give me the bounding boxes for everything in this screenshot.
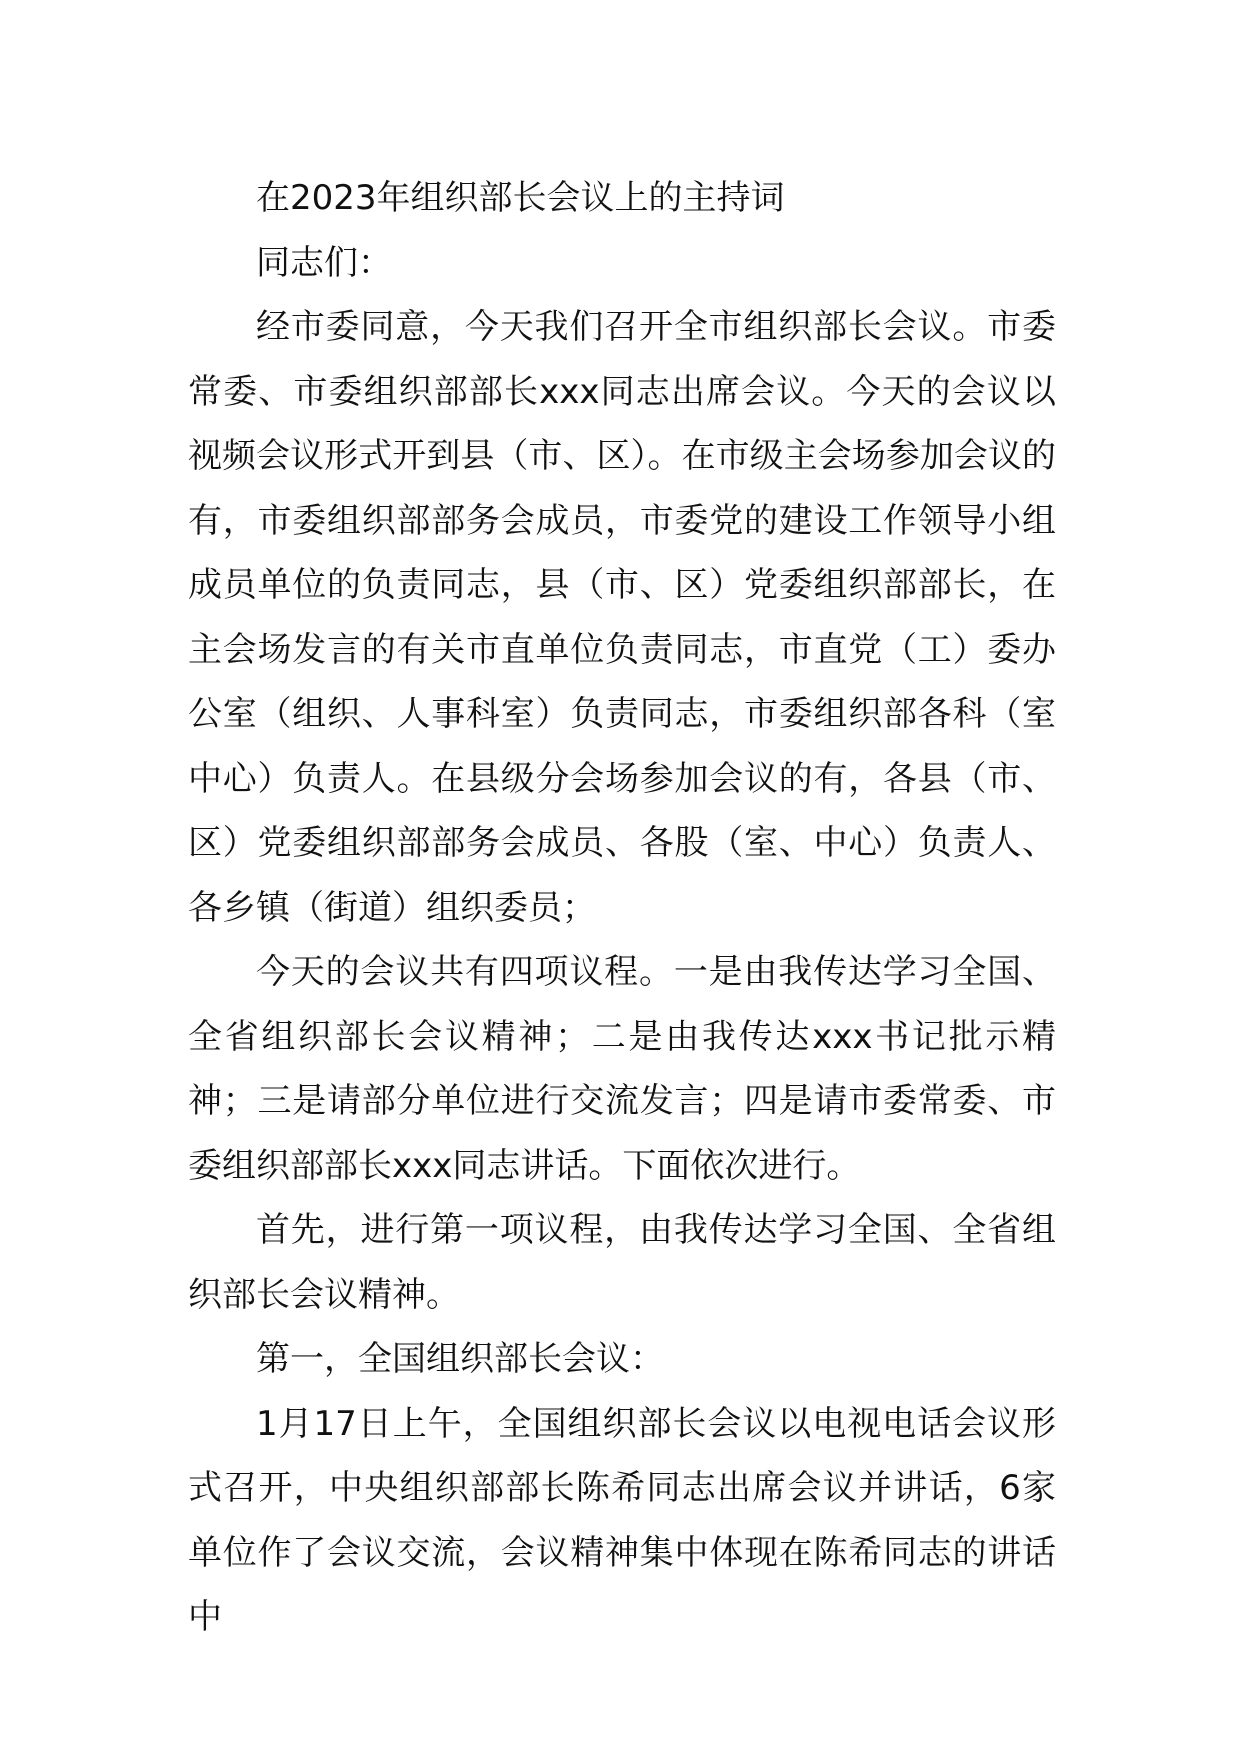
paragraph-national-heading: 第一，全国组织部长会议： (256, 1339, 664, 1379)
paragraph-national-meeting: 1月17日上午，全国组织部长会议以电视电话会议形式召开，中央组织部部长陈希同志出席会议并讲话，6家单位作了会议交流，会议精神集中体现在陈希同志的讲话中 (188, 1403, 1056, 1637)
paragraph-agenda: 今天的会议共有四项议程。一是由我传达学习全国、全省组织部长会议精神；二是由我传达xxx书记批示精神；三是请部分单位进行交流发言；四是请市委常委、市委组织部部长xxx同志讲话。下面依次进行。 (188, 952, 1056, 1186)
salutation: 同志们： (256, 242, 392, 283)
document-title: 在2023年组织部长会议上的主持词 (256, 178, 785, 218)
paragraph-attendees: 经市委同意，今天我们召开全市组织部长会议。市委常委、市委组织部部长xxx同志出席会议。今天的会议以视频会议形式开到县（市、区）。在市级主会场参加会议的有，市委组织部部务会成员，市委党的建设工作领导小组成员单位的负责同志，县（市、区）党委组织部部长，在主会场发言的有关市直单位负责同志，市直党（工）委办公室（组织、人事科室）负责同志，市委组织部各科（室中心）负责人。在县级分会场参加会议的有，各县（市、区）党委组织部部务会成员、各股（室、中心）负责人、各乡镇（街道）组织委员； (188, 307, 1056, 928)
paragraph-first-item: 首先，进行第一项议程，由我传达学习全国、全省组织部长会议精神。 (188, 1210, 1056, 1315)
document-body (188, 166, 1056, 1650)
